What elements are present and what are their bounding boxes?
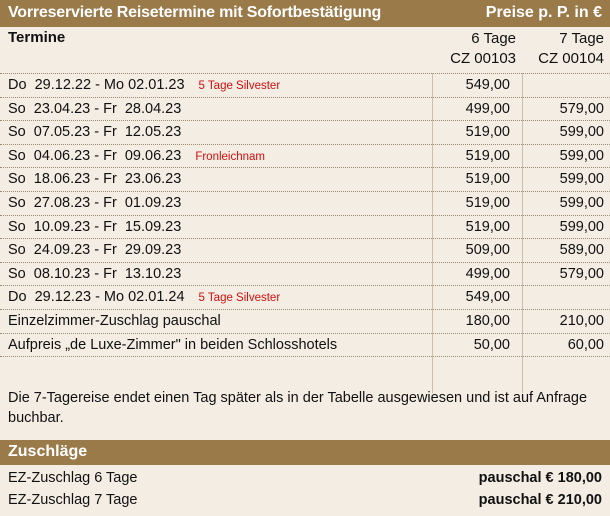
zuschlag-row — [0, 467, 610, 489]
table-row — [0, 121, 610, 145]
price-6-tage: 549,00 — [465, 289, 510, 306]
price-6-tage: 519,00 — [465, 218, 510, 235]
header-bar — [0, 0, 610, 27]
footnote: Die 7-Tagereise endet einen Tag später als in der Tabelle ausgewiesen und ist auf Anfrage buchbar. — [8, 390, 588, 426]
table-row — [0, 263, 610, 287]
header-title: Vorreservierte Reisetermine mit Sofortbestätigung — [8, 4, 382, 21]
zuschlaege-title: Zuschläge — [8, 443, 88, 460]
price-7-tage: 599,00 — [559, 171, 604, 188]
price-7-tage: 589,00 — [559, 242, 604, 259]
row-date-text: Do 29.12.23 - Mo 02.01.24 — [8, 289, 185, 306]
price-6-tage: 50,00 — [473, 336, 510, 353]
row-date — [8, 263, 181, 285]
row-note: 5 Tage Silvester — [198, 292, 281, 305]
column-header-code: CZ 00103 — [450, 50, 516, 67]
row-date — [8, 74, 280, 97]
row-date — [8, 121, 181, 143]
table-row — [0, 98, 610, 122]
table-header — [0, 27, 610, 74]
table-row — [0, 74, 610, 98]
column-header-6-tage — [430, 29, 516, 69]
price-6-tage: 509,00 — [465, 242, 510, 259]
zuschlag-label: EZ-Zuschlag 6 Tage — [8, 470, 138, 486]
row-date-text: So 23.04.23 - Fr 28.04.23 — [8, 100, 182, 117]
row-date — [8, 239, 181, 261]
zuschlaege-bar — [0, 440, 610, 465]
price-6-tage: 499,00 — [465, 100, 510, 117]
price-7-tage: 60,00 — [567, 336, 604, 353]
row-date — [8, 286, 280, 309]
price-7-tage: 599,00 — [559, 147, 604, 164]
row-date — [8, 168, 181, 190]
row-date-text: So 07.05.23 - Fr 12.05.23 — [8, 124, 182, 141]
price-7-tage: 579,00 — [559, 100, 604, 117]
row-date-text: So 04.06.23 - Fr 09.06.23 — [8, 147, 182, 164]
price-7-tage: 210,00 — [559, 312, 604, 329]
table-body — [0, 74, 610, 357]
row-date-text: Aufpreis „de Luxe-Zimmer" in beiden Schlosshotels — [8, 336, 338, 353]
price-6-tage: 519,00 — [465, 194, 510, 211]
price-7-tage: 599,00 — [559, 194, 604, 211]
row-date — [8, 216, 181, 238]
price-7-tage: 579,00 — [559, 265, 604, 282]
row-note: Fronleichnam — [195, 150, 265, 163]
row-date-text: So 27.08.23 - Fr 01.09.23 — [8, 194, 182, 211]
price-7-tage: 599,00 — [559, 218, 604, 235]
row-date-text: Einzelzimmer-Zuschlag pauschal — [8, 312, 221, 329]
row-date — [8, 192, 181, 214]
row-date — [8, 310, 221, 332]
row-note: 5 Tage Silvester — [198, 80, 281, 92]
row-date-text: So 18.06.23 - Fr 23.06.23 — [8, 171, 182, 188]
column-header-duration: 6 Tage — [471, 30, 516, 47]
column-header-7-tage — [520, 29, 604, 69]
zuschlag-value: pauschal € 180,00 — [478, 470, 602, 486]
row-date — [8, 145, 265, 168]
table-row — [0, 334, 610, 358]
price-6-tage: 499,00 — [465, 265, 510, 282]
price-6-tage: 519,00 — [465, 171, 510, 188]
prices-label: Preise p. P. in € — [485, 4, 602, 21]
row-date-text: So 08.10.23 - Fr 13.10.23 — [8, 265, 182, 282]
table-row — [0, 286, 610, 310]
zuschlag-label: EZ-Zuschlag 7 Tage — [8, 492, 138, 508]
row-date-text: So 10.09.23 - Fr 15.09.23 — [8, 218, 182, 235]
table-row — [0, 168, 610, 192]
row-date-text: Do 29.12.22 - Mo 02.01.23 — [8, 77, 185, 93]
row-date — [8, 334, 337, 356]
dates-table — [0, 27, 610, 357]
column-header-duration: 7 Tage — [559, 30, 604, 47]
price-6-tage: 519,00 — [465, 147, 510, 164]
row-date — [8, 98, 181, 120]
row-date-text: So 24.09.23 - Fr 29.09.23 — [8, 242, 182, 259]
zuschlag-row — [0, 489, 610, 511]
column-header-code: CZ 00104 — [538, 50, 604, 67]
price-6-tage: 180,00 — [465, 312, 510, 329]
table-row — [0, 239, 610, 263]
column-header-termine: Termine — [8, 29, 66, 46]
zuschlag-value: pauschal € 210,00 — [478, 492, 602, 508]
table-row — [0, 145, 610, 169]
table-row — [0, 310, 610, 334]
price-6-tage: 519,00 — [465, 124, 510, 141]
table-row — [0, 192, 610, 216]
price-6-tage: 549,00 — [465, 77, 510, 93]
price-7-tage: 599,00 — [559, 124, 604, 141]
table-row — [0, 216, 610, 240]
